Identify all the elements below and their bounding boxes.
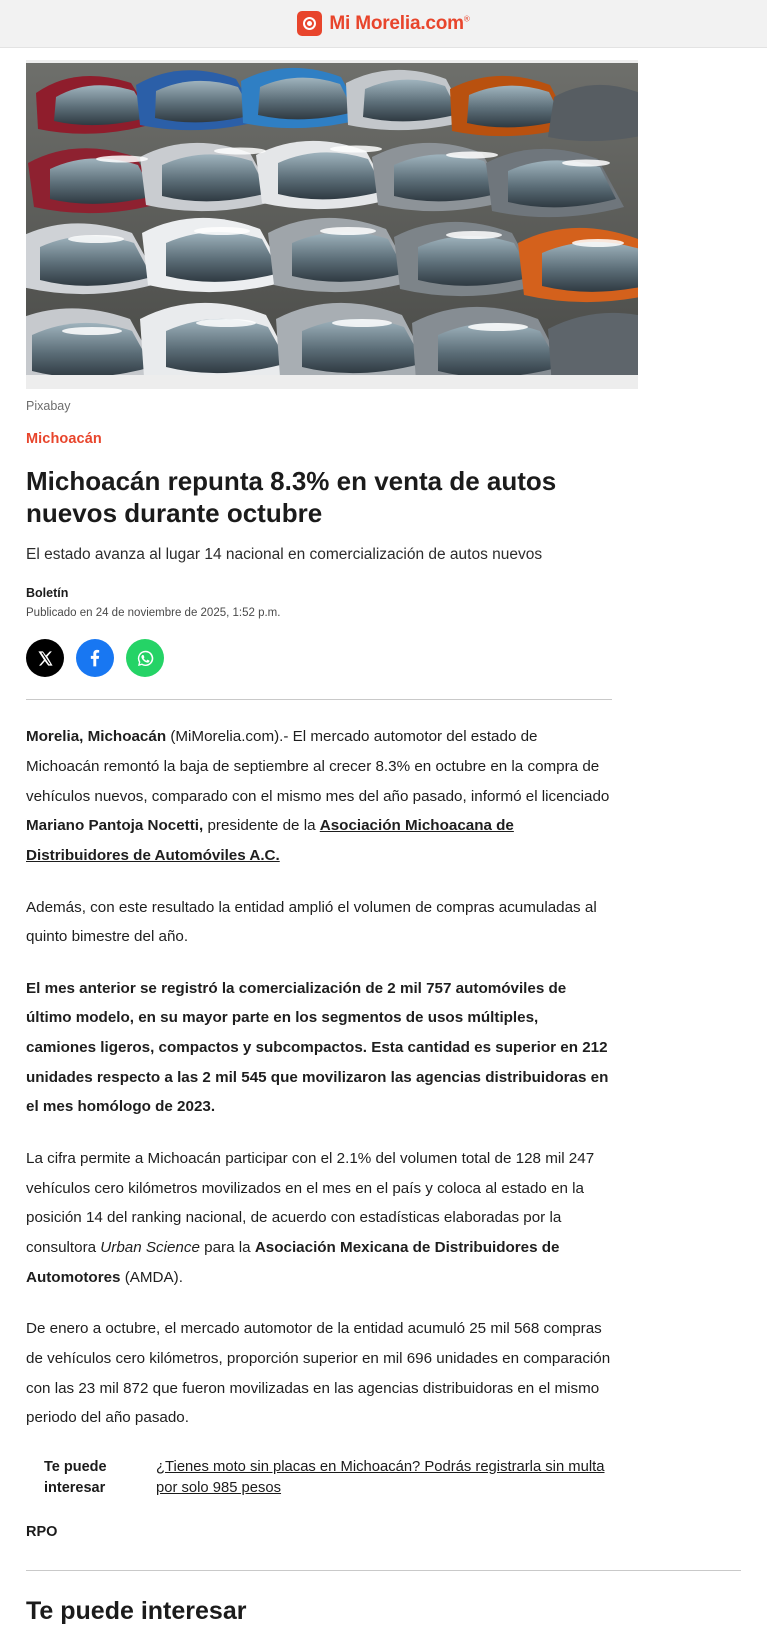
share-whatsapp-button[interactable] bbox=[126, 639, 164, 677]
paragraph-4 bbox=[26, 1144, 612, 1292]
amda-name: Asociación Mexicana de Distribuidores de Automotores bbox=[26, 1238, 560, 1286]
article-subheadline: El estado avanza al lugar 14 nacional en comercialización de autos nuevos bbox=[26, 546, 543, 564]
bottom-divider bbox=[26, 1570, 741, 1571]
hero-image-frame bbox=[26, 60, 638, 389]
paragraph-4-text-a: La cifra permite a Michoacán participar con el 2.1% del volumen total de 128 mil 247 vehículos cero kilómetros movilizados en el mes en el país y coloca al estado en la posición 14 del ranking nacional, de acuerdo con estadísticas elaboradas por la consultora bbox=[26, 1150, 595, 1256]
consultancy-name: Urban Science bbox=[100, 1238, 200, 1256]
inline-related-promo bbox=[26, 1457, 612, 1500]
article-category-link[interactable]: Michoacán bbox=[26, 431, 102, 447]
content-divider bbox=[26, 699, 612, 700]
hero-frame-footer bbox=[26, 375, 638, 389]
paragraph-4-text-c: (AMDA). bbox=[120, 1268, 183, 1286]
inline-related-link[interactable]: ¿Tienes moto sin placas en Michoacán? Podrás registrarla sin multa por solo 985 pesos bbox=[156, 1458, 605, 1497]
paragraph-4-text-b: para la bbox=[199, 1238, 255, 1256]
share-x-button[interactable] bbox=[26, 639, 64, 677]
share-facebook-button[interactable] bbox=[76, 639, 114, 677]
image-credit: Pixabay bbox=[26, 399, 71, 413]
x-icon bbox=[37, 650, 54, 667]
article-body bbox=[26, 722, 741, 1432]
lead-location: Morelia, Michoacán bbox=[26, 728, 167, 746]
paragraph-1-text-a: (MiMorelia.com).- El mercado automotor del estado de Michoacán remontó la baja de septiembre al crecer 8.3% en octubre en la compra de vehículos nuevos, comparado con el mismo mes del año pasado, informó el licenciado bbox=[26, 728, 610, 805]
paragraph-5: De enero a octubre, el mercado automotor de la entidad acumuló 25 mil 568 compras de vehículos cero kilómetros, proporción superior en mil 696 unidades en comparación con las 23 mil 872 que fueron movilizadas en las agencias distribuidoras en el mismo periodo del año pasado. bbox=[26, 1320, 611, 1427]
site-logo-text: Mi Morelia.com® bbox=[329, 12, 470, 34]
registered-mark: ® bbox=[463, 14, 470, 24]
site-logo[interactable] bbox=[297, 11, 469, 36]
article-author: Boletín bbox=[26, 586, 69, 601]
circle-dot-icon bbox=[297, 11, 322, 36]
association-link[interactable]: Asociación Michoacana de Distribuidores de Automóviles A.C. bbox=[26, 817, 514, 864]
facebook-icon bbox=[85, 648, 105, 668]
paragraph-3: El mes anterior se registró la comercialización de 2 mil 757 automóviles de último modelo, en su mayor parte en los segmentos de usos múltiples, camiones ligeros, compactos y subcompactos. Esta cantidad es superior en 212 unidades respecto a las 2 mil 545 que movilizaron las agencias distribuidoras en el mes homólogo de 2023. bbox=[26, 979, 609, 1116]
article-signature: RPO bbox=[26, 1523, 58, 1540]
paragraph-1 bbox=[26, 722, 612, 870]
page-title: Michoacán repunta 8.3% en venta de autos nuevos durante octubre bbox=[26, 466, 557, 528]
inline-related-label: Te puede interesar bbox=[44, 1458, 107, 1496]
article-container bbox=[0, 60, 767, 1627]
whatsapp-icon bbox=[135, 648, 156, 669]
share-buttons bbox=[26, 639, 741, 677]
article-publish-date: Publicado en 24 de noviembre de 2025, 1:52 p.m. bbox=[26, 607, 281, 620]
paragraph-1-text-b: presidente de la bbox=[203, 817, 320, 835]
related-section-title: Te puede interesar bbox=[26, 1596, 247, 1625]
site-header bbox=[0, 0, 767, 48]
paragraph-2: Además, con este resultado la entidad amplió el volumen de compras acumuladas al quinto bimestre del año. bbox=[26, 898, 597, 946]
bottom-divider-wrap bbox=[26, 1570, 741, 1571]
hero-image bbox=[26, 63, 638, 375]
source-name: Mariano Pantoja Nocetti, bbox=[26, 817, 204, 835]
